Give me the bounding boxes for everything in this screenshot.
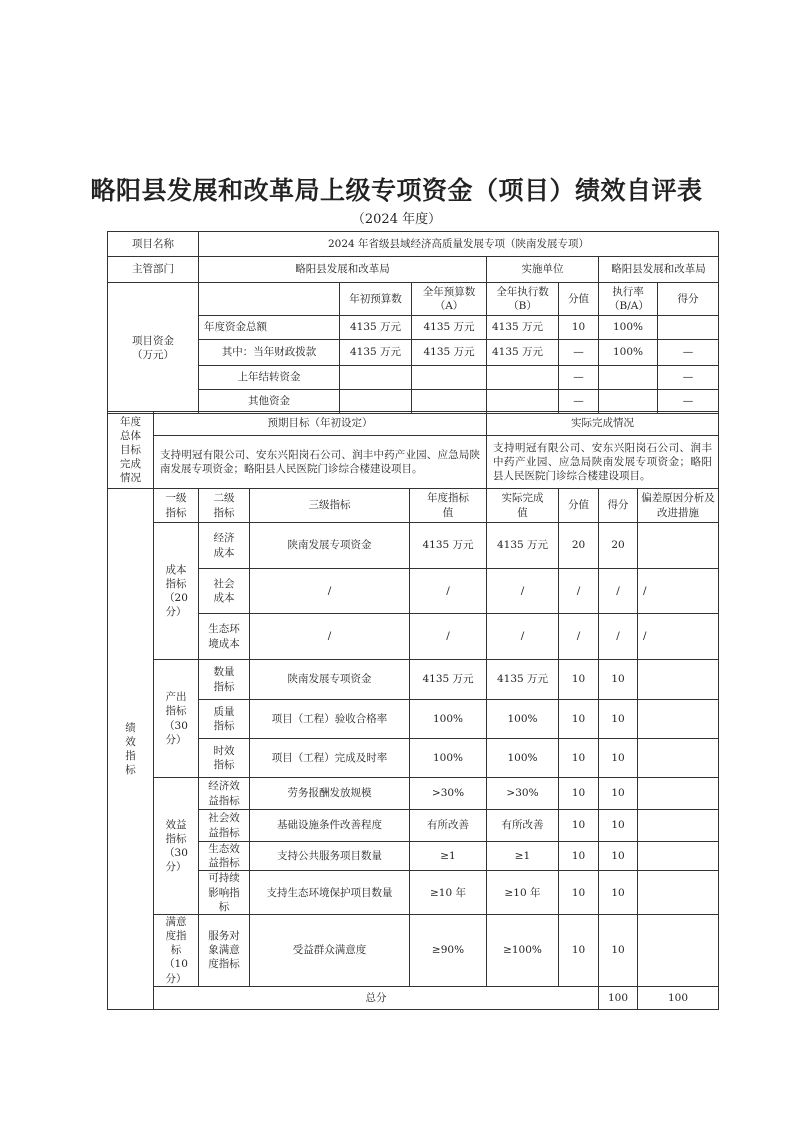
score-cell: 10 <box>599 700 638 739</box>
project-funds-table <box>107 231 719 414</box>
funds-cell: — <box>559 340 599 366</box>
funds-header-executed: 全年执行数（B） <box>487 283 559 316</box>
level2-cell: 经济成本 <box>199 523 250 569</box>
score-cell: 10 <box>599 739 638 778</box>
score-value-cell: 10 <box>559 700 599 739</box>
level3-cell: 项目（工程）完成及时率 <box>250 739 410 778</box>
funds-cell: 4135 万元 <box>412 316 487 340</box>
funds-cell <box>658 316 719 340</box>
header-score: 得分 <box>599 489 638 523</box>
funds-cell: 4135 万元 <box>340 316 412 340</box>
level2-cell: 数量指标 <box>199 660 250 700</box>
total-score-value: 100 <box>599 986 638 1009</box>
goals-expected-text: 支持明冠有限公司、安东兴阳岗石公司、润丰中药产业园、应急局陕南发展专项资金；略阳县人民医院门诊综合楼建设项目。 <box>154 436 487 489</box>
level3-cell: 劳务报酬发放规模 <box>250 778 410 810</box>
score-cell: 10 <box>599 778 638 810</box>
total-score: 100 <box>638 986 719 1009</box>
score-cell: / <box>599 569 638 614</box>
funds-row-label: 其中：当年财政拨款 <box>199 340 340 366</box>
deviation-cell <box>638 842 719 871</box>
level3-cell: 项目（工程）验收合格率 <box>250 700 410 739</box>
actual-cell: >30% <box>487 778 559 810</box>
dept-value: 略阳县发展和改革局 <box>199 257 487 283</box>
header-level2: 二级指标 <box>199 489 250 523</box>
score-cell: 10 <box>599 842 638 871</box>
indicators-table <box>107 411 719 1010</box>
score-cell: / <box>599 614 638 660</box>
funds-header-blank <box>199 283 340 316</box>
score-cell: 10 <box>599 914 638 986</box>
score-value-cell: 20 <box>559 523 599 569</box>
score-value-cell: 10 <box>559 914 599 986</box>
funds-cell: 100% <box>599 340 658 366</box>
actual-cell: / <box>487 614 559 660</box>
funds-cell: 100% <box>599 316 658 340</box>
goals-actual-header: 实际完成情况 <box>487 412 719 436</box>
score-value-cell: / <box>559 614 599 660</box>
target-cell: 100% <box>410 700 487 739</box>
level2-cell: 时效指标 <box>199 739 250 778</box>
target-cell: / <box>410 614 487 660</box>
header-deviation: 偏差原因分析及改进措施 <box>638 489 719 523</box>
funds-header-score-value: 分值 <box>559 283 599 316</box>
score-cell: 10 <box>599 871 638 915</box>
deviation-cell <box>638 739 719 778</box>
score-cell: 10 <box>599 810 638 842</box>
funds-cell <box>599 366 658 390</box>
level3-cell: 基础设施条件改善程度 <box>250 810 410 842</box>
level2-cell: 经济效益指标 <box>199 778 250 810</box>
score-value-cell: 10 <box>559 810 599 842</box>
goals-expected-header: 预期目标（年初设定） <box>154 412 487 436</box>
funds-header-rate: 执行率（B/A） <box>599 283 658 316</box>
level3-cell: 陕南发展专项资金 <box>250 523 410 569</box>
page-subtitle: （2024 年度） <box>351 212 442 227</box>
funds-cell <box>340 390 412 414</box>
level3-cell: 支持生态环境保护项目数量 <box>250 871 410 915</box>
score-value-cell: 10 <box>559 871 599 915</box>
funds-cell <box>412 366 487 390</box>
dept-label: 主管部门 <box>108 257 199 283</box>
funds-cell: — <box>658 390 719 414</box>
impl-value: 略阳县发展和改革局 <box>599 257 719 283</box>
funds-cell: 4135 万元 <box>487 340 559 366</box>
funds-cell: — <box>559 366 599 390</box>
project-name-label: 项目名称 <box>108 232 199 257</box>
funds-row-label: 其他资金 <box>199 390 340 414</box>
header-target: 年度指标值 <box>410 489 487 523</box>
goals-label: 年度总体目标完成情况 <box>108 412 154 489</box>
funds-header-initial: 年初预算数 <box>340 283 412 316</box>
score-value-cell: 10 <box>559 842 599 871</box>
group-label: 满意度指标（10分） <box>154 914 199 986</box>
deviation-cell <box>638 700 719 739</box>
deviation-cell: / <box>638 569 719 614</box>
funds-label: 项目资金（万元） <box>108 283 199 414</box>
actual-cell: 4135 万元 <box>487 523 559 569</box>
target-cell: 100% <box>410 739 487 778</box>
target-cell: ≥10 年 <box>410 871 487 915</box>
level3-cell: 受益群众满意度 <box>250 914 410 986</box>
funds-cell <box>340 366 412 390</box>
funds-cell: 4135 万元 <box>487 316 559 340</box>
total-label: 总分 <box>154 986 599 1009</box>
score-value-cell: 10 <box>559 778 599 810</box>
funds-cell: — <box>658 366 719 390</box>
level2-cell: 社会成本 <box>199 569 250 614</box>
funds-cell: 4135 万元 <box>412 340 487 366</box>
target-cell: ≥90% <box>410 914 487 986</box>
actual-cell: / <box>487 569 559 614</box>
level2-cell: 可持续影响指标 <box>199 871 250 915</box>
funds-cell: — <box>658 340 719 366</box>
deviation-cell <box>638 778 719 810</box>
actual-cell: 4135 万元 <box>487 660 559 700</box>
funds-cell <box>412 390 487 414</box>
level2-cell: 服务对象满意度指标 <box>199 914 250 986</box>
impl-label: 实施单位 <box>487 257 599 283</box>
score-value-cell: 10 <box>559 739 599 778</box>
score-value-cell: 10 <box>559 660 599 700</box>
page-title: 略阳县发展和改革局上级专项资金（项目）绩效自评表 <box>90 176 703 205</box>
actual-cell: 100% <box>487 739 559 778</box>
group-label: 成本指标（20分） <box>154 523 199 660</box>
funds-row-label: 年度资金总额 <box>199 316 340 340</box>
score-cell: 10 <box>599 660 638 700</box>
deviation-cell: / <box>638 614 719 660</box>
actual-cell: ≥1 <box>487 842 559 871</box>
funds-cell: 10 <box>559 316 599 340</box>
funds-cell <box>487 390 559 414</box>
target-cell: >30% <box>410 778 487 810</box>
funds-header-annual: 全年预算数（A） <box>412 283 487 316</box>
funds-header-score: 得分 <box>658 283 719 316</box>
actual-cell: 有所改善 <box>487 810 559 842</box>
level2-cell: 生态效益指标 <box>199 842 250 871</box>
level3-cell: / <box>250 569 410 614</box>
group-label: 产出指标（30分） <box>154 660 199 778</box>
level3-cell: 支持公共服务项目数量 <box>250 842 410 871</box>
level2-cell: 生态环境成本 <box>199 614 250 660</box>
deviation-cell <box>638 871 719 915</box>
actual-cell: ≥10 年 <box>487 871 559 915</box>
target-cell: 4135 万元 <box>410 523 487 569</box>
header-level1: 一级指标 <box>154 489 199 523</box>
target-cell: 有所改善 <box>410 810 487 842</box>
level2-cell: 社会效益指标 <box>199 810 250 842</box>
funds-cell <box>487 366 559 390</box>
header-score-value: 分值 <box>559 489 599 523</box>
level3-cell: 陕南发展专项资金 <box>250 660 410 700</box>
funds-cell <box>599 390 658 414</box>
funds-cell: — <box>559 390 599 414</box>
indicators-label: 绩效指标 <box>108 489 154 1010</box>
deviation-cell <box>638 914 719 986</box>
funds-cell: 4135 万元 <box>340 340 412 366</box>
funds-row-label: 上年结转资金 <box>199 366 340 390</box>
deviation-cell <box>638 810 719 842</box>
deviation-cell <box>638 660 719 700</box>
header-actual: 实际完成值 <box>487 489 559 523</box>
actual-cell: ≥100% <box>487 914 559 986</box>
header-level3: 三级指标 <box>250 489 410 523</box>
level3-cell: / <box>250 614 410 660</box>
target-cell: ≥1 <box>410 842 487 871</box>
group-label: 效益指标（30分） <box>154 778 199 915</box>
level2-cell: 质量指标 <box>199 700 250 739</box>
score-cell: 20 <box>599 523 638 569</box>
target-cell: 4135 万元 <box>410 660 487 700</box>
actual-cell: 100% <box>487 700 559 739</box>
deviation-cell <box>638 523 719 569</box>
score-value-cell: / <box>559 569 599 614</box>
target-cell: / <box>410 569 487 614</box>
goals-actual-text: 支持明冠有限公司、安东兴阳岗石公司、润丰中药产业园、应急局陕南发展专项资金；略阳县人民医院门诊综合楼建设项目。 <box>487 436 719 489</box>
project-name-value: 2024 年省级县域经济高质量发展专项（陕南发展专项） <box>199 232 719 257</box>
